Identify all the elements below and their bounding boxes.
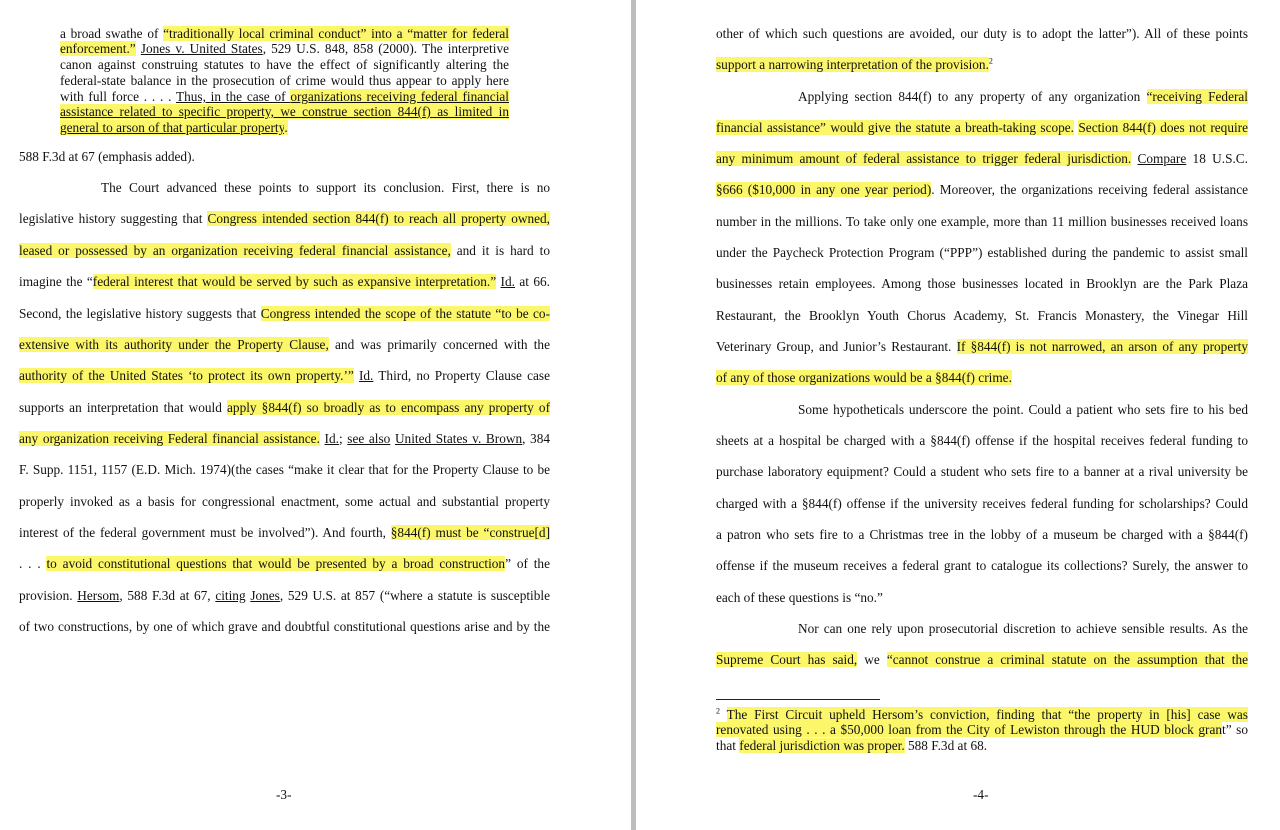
block-quote-line [60,26,509,41]
citation-line [19,149,195,164]
text-run: a patron who sets fire to a Christmas tree in the lobby of a museum be charged with a §844(f) [716,527,1248,542]
highlighted-text: leased or possessed by an organization receiving federal financial assistance, [19,243,451,258]
text-run: 588 F.3d at 68. [904,738,988,753]
text-run: canon against construing statutes to have the effect of significantly altering the [60,57,509,72]
highlighted-text: federal interest that would be served by such as expansive interpretation.” [92,274,497,289]
body-line [19,368,550,383]
body-line [798,402,1248,417]
text-run: Id. [324,431,339,446]
body-line [798,621,1248,636]
text-run: Third, no Property Clause case [373,368,551,383]
text-run: United States v. Brown [394,431,523,446]
text-run: supports an interpretation that would [19,400,228,415]
highlighted-text: The First Circuit upheld Hersom’s conviction, finding that “the property in [his] case was [726,707,1248,722]
footnote-line [716,707,1248,722]
highlighted-text: of any of those organizations would be a §844(f) crime. [716,370,1012,385]
text-run: Second, the legislative history suggests that [19,306,261,321]
text-run: Compare [1137,151,1187,166]
text-run: citing [215,588,246,603]
text-run: federal-state balance in the prosecution of crime would thus appear to apply here [60,73,509,88]
highlighted-text: any organization receiving Federal financial assistance. [19,431,320,446]
highlighted-text: Congress intended section 844(f) to reach all property owned, [207,211,550,226]
text-run: a broad swathe of [60,26,164,41]
body-line [19,556,550,571]
text-run: other of which such questions are avoided, our duty is to adopt the latter”). All of these points [716,26,1248,41]
highlighted-text: extensive with its authority under the Property Clause, [19,337,329,352]
text-run: . . . [19,556,47,571]
text-run: 588 F.3d at 67 (emphasis added). [19,149,195,164]
highlighted-text: federal jurisdiction was proper. [739,738,905,753]
document-page-3 [0,0,631,830]
body-line [19,462,550,477]
text-run: of two constructions, by one of which grave and doubtful constitutional questions arise and by the [19,619,550,634]
body-line [19,274,550,289]
text-run: with full force . . . . [60,89,176,104]
body-line [716,496,1248,511]
text-run: Veterinary Group, and Junior’s Restaurant. [716,339,957,354]
text-run: Id. [500,274,515,289]
document-page-4 [636,0,1280,830]
body-line [716,370,1012,385]
body-line [19,494,550,509]
highlighted-text: renovated using . . . a $50,000 loan from the City of Lewiston through the HUD block gran [716,722,1222,737]
body-line [716,26,1248,41]
text-run: Jones [250,588,280,603]
text-run: charged with a §844(f) offense if the university receives federal funding for scholarships? Could [716,496,1248,511]
highlighted-text: “cannot construe a criminal statute on the assumption that the [886,652,1249,667]
text-run: The Court advanced these points to support its conclusion. First, there is no [101,180,550,195]
body-line [19,588,550,603]
text-run: and it is hard to [450,243,551,258]
highlighted-text: “receiving Federal [1146,89,1248,104]
body-line [716,433,1248,448]
text-run: Restaurant, the Brooklyn Youth Chorus Academy, St. Francis Monastery, the Vinegar Hill [716,308,1248,323]
text-run: offense if the museum receives a federal grant to catalogue its collections? Surely, the answer to [716,558,1248,573]
page-number: -4- [973,787,989,802]
text-run: , 529 U.S. at 857 (“where a statute is susceptible [279,588,550,603]
highlighted-text: authority of the United States ‘to protect its own property.’” [19,368,354,383]
text-run: provision. [19,588,78,603]
highlighted-text: Section 844(f) does not require [1078,120,1248,135]
text-run: , 384 [522,431,551,446]
highlighted-text: Supreme Court has said, [716,652,858,667]
text-run: at 66. [514,274,550,289]
body-line [19,243,550,258]
highlighted-text: financial assistance” would give the statute a breath-taking scope. [716,120,1075,135]
highlighted-text: §666 ($10,000 in any one year period) [716,182,932,197]
body-line [716,464,1248,479]
text-run: Some hypotheticals underscore the point. Could a patient who sets fire to his bed [798,402,1248,417]
text-run: properly invoked as a basis for congressional enactment, some actual and substantial property [19,494,550,509]
body-line [716,339,1248,354]
body-line [19,431,550,446]
text-run: . Moreover, the organizations receiving federal assistance [931,182,1248,197]
highlighted-text: enforcement.” [60,41,136,56]
highlighted-text: apply §844(f) so broadly as to encompass any property of [227,400,550,415]
block-quote-line [60,41,509,56]
text-run: legislative history suggesting that [19,211,208,226]
text-run: Id. [358,368,374,383]
text-run: , 529 U.S. 848, 858 (2000). The interpretive [262,41,509,56]
footnote-marker: 2 [988,56,993,66]
highlighted-text: general to arson of that particular property [60,120,285,135]
text-run: businesses retain employees. Among those businesses located in Brooklyn are the Park Plaza [716,276,1248,291]
body-line [716,652,1248,667]
body-line [101,180,550,195]
text-run: 18 U.S.C. [1186,151,1248,166]
body-line [19,400,550,415]
block-quote-line [60,89,509,104]
body-line [716,245,1248,260]
body-line [716,558,1248,573]
text-run: ; [338,431,348,446]
highlighted-text: Congress intended the scope of the statute “to be co- [260,306,551,321]
highlighted-text: “traditionally local criminal conduct” into a “matter for federal [163,26,509,41]
text-run: each of these questions is “no.” [716,590,883,605]
highlighted-text: to avoid constitutional questions that would be presented by a broad construction [46,556,506,571]
body-line [19,306,550,321]
body-line [19,619,550,634]
footnote-separator [716,699,880,700]
text-run: Applying section 844(f) to any property of any organization [798,89,1147,104]
text-run: Thus, in the case of [175,89,291,104]
text-run: Jones v. United States [140,41,263,56]
text-run: t” so [1222,722,1248,737]
block-quote-line [60,73,509,88]
text-run: , 588 F.3d at 67, [119,588,216,603]
body-line [716,308,1248,323]
text-run: F. Supp. 1151, 1157 (E.D. Mich. 1974)(the cases “make it clear that for the Property Clause to be [19,462,550,477]
body-line [716,57,993,72]
highlighted-text: If §844(f) is not narrowed, an arson of any property [956,339,1248,354]
body-line [716,590,883,605]
footnote-marker: 2 [716,706,720,716]
text-run: that [716,738,740,753]
block-quote-line [60,104,509,119]
body-line [716,276,1248,291]
text-run: sheets at a hospital be charged with a §844(f) offense if the hospital receives federal funding to [716,433,1248,448]
body-line [19,525,550,540]
page-number: -3- [276,787,292,802]
highlighted-text: any minimum amount of federal assistance to trigger federal jurisdiction. [716,151,1132,166]
highlighted-text: organizations receiving federal financial [290,89,509,104]
text-run: Nor can one rely upon prosecutorial discretion to achieve sensible results. As the [798,621,1248,636]
text-run: purchase laboratory equipment? Could a student who sets fire to a banner at a rival university be [716,464,1248,479]
text-run: see also [347,431,391,446]
highlighted-text: support a narrowing interpretation of the provision. [716,57,989,72]
highlighted-text: . [284,120,288,135]
text-run: interest of the federal government must be involved”). And fourth, [19,525,391,540]
body-line [716,151,1248,166]
text-run: under the Paycheck Protection Program (“PPP”) established during the pandemic to assist small [716,245,1248,260]
highlighted-text: §844(f) must be “construe[d] [390,525,550,540]
body-line [19,337,550,352]
highlighted-text: assistance related to specific property, we construe section 844(f) as limited in [60,104,509,119]
body-line [716,120,1248,135]
block-quote-line [60,120,288,135]
text-run: Hersom [77,588,120,603]
body-line [716,182,1248,197]
text-run: number in the millions. To take only one example, more than 11 million businesses received loans [716,214,1248,229]
body-line [716,214,1248,229]
footnote-line [716,738,987,753]
body-line [716,527,1248,542]
body-line [19,211,550,226]
text-run: and was primarily concerned with the [328,337,550,352]
block-quote-line [60,57,509,72]
text-run: imagine the “ [19,274,93,289]
text-run [720,707,727,722]
text-run: ” of the [505,556,550,571]
text-run: we [857,652,887,667]
footnote-line [716,722,1248,737]
body-line [798,89,1248,104]
